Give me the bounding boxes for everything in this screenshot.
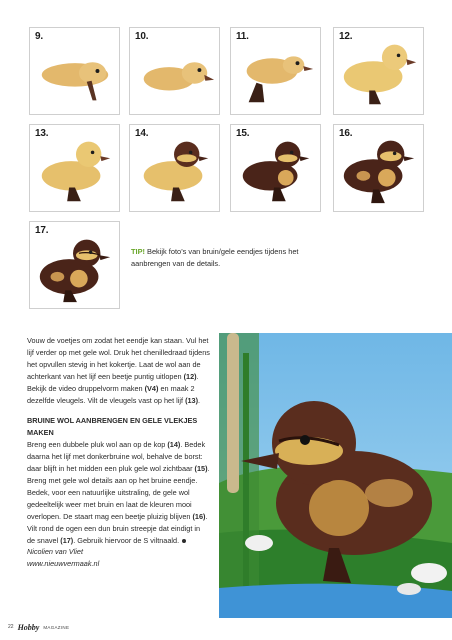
step-10 [129,27,220,115]
author: Nicolien van Vliet [27,547,83,557]
step-reference: (14) [167,440,181,450]
step-15 [230,124,321,212]
text-run: . Bedek daarna het lijf met donkerbruine wol, behalve de borst: daar blijft in het midden een pluk gele wol zichtbaar [27,440,206,474]
tip-box [131,246,331,270]
text-run: . Gebruik hiervoor de S viltnaald. [73,535,180,545]
step-number: 13. [35,128,49,139]
step-16 [333,124,424,212]
step-reference: (17) [60,535,74,545]
website-link[interactable]: www.nieuwvermaak.nl [27,559,100,569]
magazine-logo: Hobby [17,622,40,632]
text-run: . Breng met gele wol details aan op het bruine eendje. Bedek, voor een natuurlijke uitstraling, de gele wol gedeeltelijk weer met bruin en laat de kleuren mooi overlopen. De staart mag een beetje pluizig blijven [27,464,210,521]
step-14 [129,124,220,212]
step-number: 11. [236,31,249,42]
paragraph-1 [27,335,210,406]
step-17 [29,221,120,309]
article-text [27,335,210,570]
duckling-step-9-illustration [30,28,119,114]
duckling-photo [219,333,452,618]
text-run: en maak 2 dezelfde vleugels. Vilt de vleugels vast op het lijf [27,383,195,405]
step-number: 10. [135,31,149,42]
step-number: 17. [35,225,49,236]
text-run: Vouw de voetjes om zodat het eendje kan staan. Vul het lijf verder op met gele wol. Druk het chenilledraad tijdens het opvullen stevig in het kokertje. Laat de wol aan de achterkant van het lijf een beetje puntig uitlopen [27,336,210,381]
step-reference: (13) [185,395,199,405]
step-9 [29,27,120,115]
magazine-logo-sub: MAGAZINE [43,624,70,630]
tip-text: Bekijk foto’s van bruin/gele eendjes tijdens het aanbrengen van de details. [131,247,299,268]
page-number: 22 [8,624,14,630]
step-number: 9. [35,31,43,42]
step-13 [29,124,120,212]
text-run: Breng een dubbele pluk wol aan op de kop [27,440,168,450]
step-reference: (V4) [144,383,159,393]
end-mark [182,539,186,543]
step-number: 16. [339,128,353,139]
step-12 [333,27,424,115]
text-run: . Bekijk de video druppelvorm maken [27,371,199,393]
tip-label: TIP! [131,247,145,256]
step-number: 12. [339,31,353,42]
paragraph-2 [27,439,210,546]
section-heading: BRUINE WOL AANBRENGEN EN GELE VLEKJES MAKEN [27,416,198,438]
step-11 [230,27,321,115]
page-footer [8,621,69,633]
step-reference: (15) [194,464,208,474]
paragraph-2-text [27,440,210,544]
step-number: 14. [135,128,149,139]
step-reference: (16) [192,511,206,521]
step-reference: (12) [183,371,197,381]
step-number: 15. [236,128,250,139]
text-run: . Vilt rond de ogen een dun bruin streepje dat eindigt in de snavel [27,511,208,545]
text-run: . [198,395,201,405]
